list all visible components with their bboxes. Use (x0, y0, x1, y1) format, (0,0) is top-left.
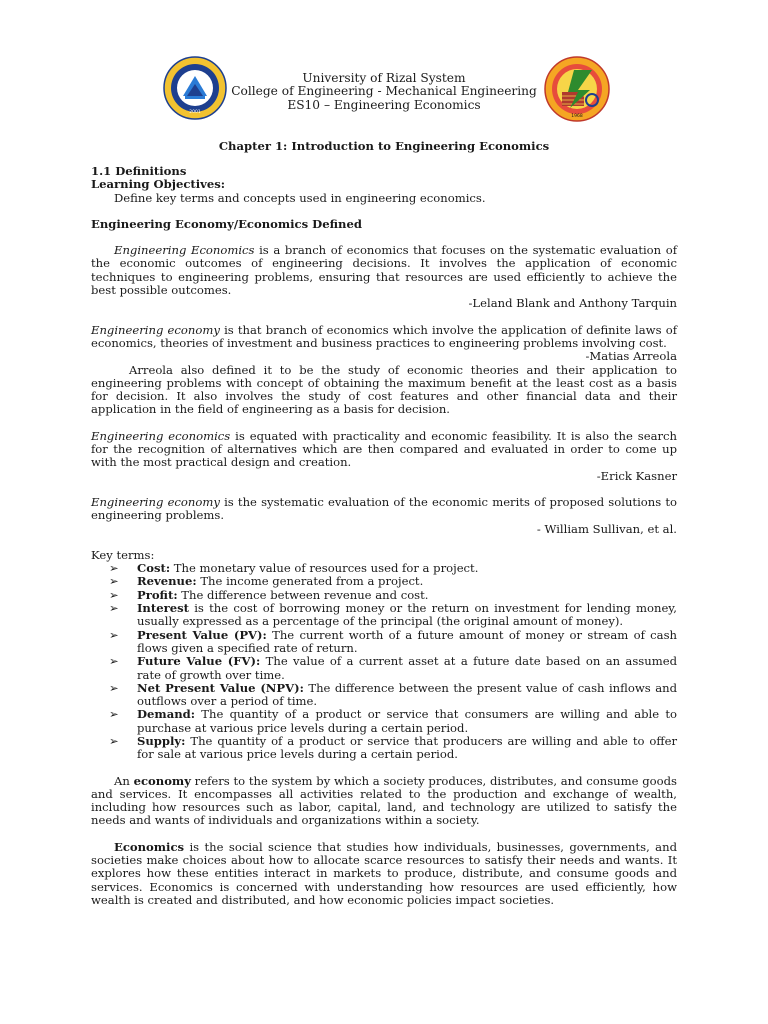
definition-source: - William Sullivan, et al. (536, 521, 677, 536)
arrow-bullet-icon: ➢ (109, 561, 119, 576)
arrow-bullet-icon: ➢ (109, 707, 119, 722)
header-course: ES10 – Engineering Economics (287, 97, 481, 112)
key-term-name: Revenue: (137, 574, 197, 589)
economics-text: is the social science that studies how individuals, businesses, governments, and societies make choices about how to allocate scarce resources to satisfy their needs and wants. It explores how these entities interact in markets to produce, distribute, and consume goods and services. Economics is concerned with understanding how resources are used efficiently, how wealth is created and distributed, and how economic policies impact societies. (91, 839, 677, 907)
arrow-bullet-icon: ➢ (109, 574, 119, 589)
header-university: University of Rizal System (302, 71, 466, 85)
arrow-bullet-icon: ➢ (109, 733, 119, 748)
definition-source: -Matias Arreola (585, 349, 677, 364)
college-logo-year: 1968 (571, 114, 583, 119)
key-term-name: Profit: (137, 587, 178, 602)
definition-paragraph (91, 496, 677, 523)
key-term-desc: The current worth of a future amount of money or stream of cash flows given a specified rate of return. (137, 627, 677, 655)
economy-paragraph (91, 775, 677, 828)
key-term-name: Interest (137, 601, 189, 616)
definition-text: is a branch of economics that focuses on the systematic evaluation of the economic outcomes of engineering decisions. It involves the application of economic techniques to engineering problems, ensuring that resources are used efficiently to achieve the best possible outcomes. (91, 243, 677, 298)
key-term-name: Future Value (FV): (137, 654, 261, 669)
definition-text: is the systematic evaluation of the economic merits of proposed solutions to engineering problems. (91, 494, 677, 523)
seal-year: 2001 (189, 110, 201, 115)
key-terms-label: Key terms: (91, 547, 155, 562)
learning-objectives-label: Learning Objectives: (91, 177, 226, 192)
definition-paragraph (91, 430, 677, 470)
key-term-item (109, 708, 677, 735)
header-college: College of Engineering - Mechanical Engineering (231, 84, 537, 99)
definition-continuation: Arreola also defined it to be the study of economic theories and their application to engineering problems with concept of obtaining the maximum benefit at the least cost as a basis for decision. It also involves the study of cost features and other financial data and their application in the field of engineering as a basis for decision. (91, 362, 677, 417)
chapter-title: Chapter 1: Introduction to Engineering Economics (218, 139, 550, 153)
key-term-item (109, 735, 677, 762)
economy-term: economy (133, 773, 191, 788)
key-terms-list (91, 562, 677, 761)
definition-text: is that branch of economics which involve the application of definite laws of economics, theories of investment and business practices to engineering problems involving cost. (91, 322, 677, 350)
key-term-desc: The monetary value of resources used for a project. (170, 561, 479, 576)
key-term-item (109, 682, 677, 709)
section-heading: 1.1 Definitions (91, 164, 187, 178)
economy-text: refers to the system by which a society produces, distributes, and consume goods and services. It encompasses all activities related to the production and exchange of wealth, including how resources such as labor, capital, land, and technology are utilized to satisfy the needs and wants of individuals and organizations within a society. (91, 773, 677, 828)
definition-source: -Leland Blank and Anthony Tarquin (468, 296, 677, 311)
arrow-bullet-icon: ➢ (109, 654, 119, 669)
key-term-desc: The quantity of a product or service that producers are willing and able to offer for sale at various price levels during a certain period. (137, 733, 677, 762)
subheading: Engineering Economy/Economics Defined (91, 216, 362, 231)
key-term-name: Demand: (137, 707, 196, 722)
key-term-desc: The quantity of a product or service that consumers are willing and able to purchase at various price levels during a certain period. (137, 707, 677, 735)
definition-source: -Erick Kasner (596, 468, 677, 483)
key-term-desc: is the cost of borrowing money or the return on investment for lending money, usually expressed as a percentage of the principal (the original amount of money). (137, 601, 677, 629)
key-term-desc: The income generated from a project. (196, 574, 424, 589)
key-term-name: Net Present Value (NPV): (137, 680, 304, 695)
key-term-name: Present Value (PV): (137, 627, 267, 642)
arrow-bullet-icon: ➢ (109, 601, 119, 616)
definition-paragraph (91, 244, 677, 297)
document-body (91, 165, 677, 907)
definition-term: Engineering economics (91, 428, 231, 443)
definition-term: Engineering economy (91, 322, 220, 337)
economics-paragraph (91, 841, 677, 907)
arrow-bullet-icon: ➢ (109, 587, 119, 602)
key-term-name: Cost: (137, 561, 171, 576)
key-term-item (109, 629, 677, 656)
key-term-item (109, 602, 677, 629)
definition-term: Engineering Economics (114, 243, 255, 258)
definition-term: Engineering economy (91, 494, 220, 509)
key-term-item (109, 655, 677, 682)
key-term-desc: The value of a current asset at a future date based on an assumed rate of growth over time. (137, 654, 677, 682)
definition-text: is equated with practicality and economic feasibility. It is also the search for the recognition of alternatives which are then compared and evaluated in order to come up with the most practical design and creation. (91, 428, 677, 470)
document-header (200, 72, 568, 112)
arrow-bullet-icon: ➢ (109, 680, 119, 695)
key-term-item (109, 589, 677, 602)
arrow-bullet-icon: ➢ (109, 627, 119, 642)
key-term-item (109, 575, 677, 588)
key-term-desc: The difference between the present value of cash inflows and outflows over a period of time. (137, 680, 678, 709)
key-term-desc: The difference between revenue and cost. (177, 587, 429, 602)
definition-paragraph (91, 324, 677, 351)
learning-objective: Define key terms and concepts used in engineering economics. (114, 190, 486, 205)
economy-lead: An (114, 773, 134, 788)
key-term-name: Supply: (137, 733, 186, 748)
economics-term: Economics (114, 839, 185, 854)
key-term-item (109, 562, 677, 575)
